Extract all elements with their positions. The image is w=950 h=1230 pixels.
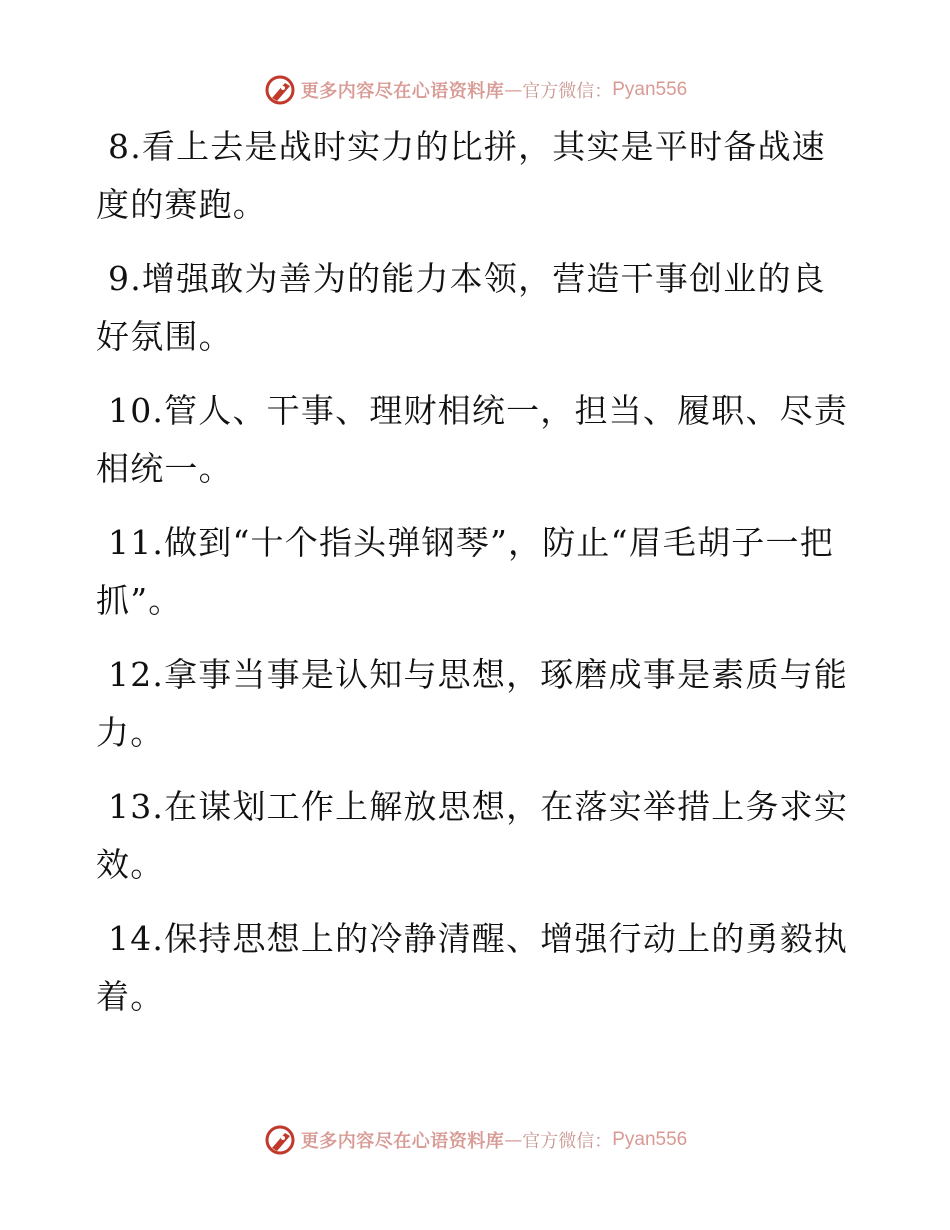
- list-item: 14.保持思想上的冷静清醒、增强行动上的勇毅执着。: [96, 919, 849, 1016]
- banner-wechat-label: 官方微信：: [522, 81, 613, 102]
- list-item: 8.看上去是战时实力的比拼，其实是平时备战速度的赛跑。: [96, 127, 826, 224]
- banner-wechat-label: 官方微信：: [522, 1131, 613, 1152]
- banner-main-text: 更多内容尽在心语资料库: [300, 81, 505, 102]
- list-item: 9.增强敢为善为的能力本领，营造干事创业的良好氛围。: [96, 259, 826, 356]
- pen-nib-logo-icon: [263, 73, 297, 107]
- list-item: 11.做到“十个指头弹钢琴”，防止“眉毛胡子一把抓”。: [96, 523, 834, 620]
- list-item: 13.在谋划工作上解放思想，在落实举措上务求实效。: [96, 787, 849, 884]
- list-item: 12.拿事当事是认知与思想，琢磨成事是素质与能力。: [96, 655, 849, 752]
- document-body: [96, 118, 856, 1042]
- banner-main-text: 更多内容尽在心语资料库: [300, 1131, 505, 1152]
- list-item: 10.管人、干事、理财相统一，担当、履职、尽责相统一。: [96, 391, 849, 488]
- header-banner: [0, 70, 950, 110]
- banner-wechat-id: Pyan556: [612, 79, 688, 100]
- banner-dash: —: [504, 1129, 523, 1151]
- banner-wechat-id: Pyan556: [612, 1129, 688, 1150]
- pen-nib-logo-icon: [263, 1123, 297, 1157]
- banner-dash: —: [504, 79, 523, 101]
- footer-banner: [0, 1120, 950, 1160]
